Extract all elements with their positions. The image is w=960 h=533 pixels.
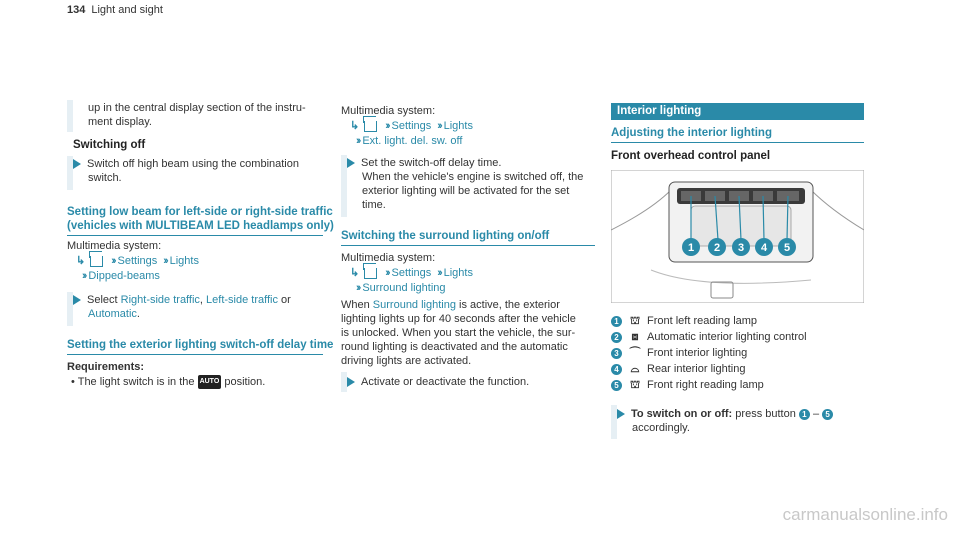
chevron-icon: ››: [385, 120, 389, 132]
auto-badge: AUTO: [198, 375, 222, 389]
delay-step: Set the switch-off delay time. When the vehicle's engine is switched off, the exterior lighting will be activated for the set time.: [347, 156, 583, 212]
legend-item-3: 3 ⌒ Front interior lighting: [611, 346, 747, 360]
multimedia-label: Multimedia system:: [67, 240, 162, 252]
legend-item-1: 1 ⛫ Front left reading lamp: [611, 314, 757, 328]
reading-lamp-left-icon: ⛫: [629, 315, 641, 327]
step-arrow-icon: [73, 295, 81, 305]
intro-text: up in the central display section of the instru- ment display.: [88, 102, 306, 128]
path-start-icon: ↳: [350, 267, 360, 279]
callout-3: 3: [737, 242, 745, 254]
switch-off-step: Switch off high beam using the combination switch.: [73, 157, 299, 185]
heading-rule: [67, 354, 323, 355]
page-number: 134: [67, 4, 86, 16]
step-arrow-icon: [617, 409, 625, 419]
path-start-icon: ↳: [76, 255, 86, 267]
rear-interior-icon: ⌓: [630, 363, 640, 375]
path-start-icon: ↳: [350, 120, 360, 132]
step-arrow-icon: [73, 159, 81, 169]
auto-interior-icon: ⧈: [631, 331, 639, 343]
heading-rule: [67, 235, 323, 236]
surround-description: When Surround lighting is active, the exterior lighting lights up for 40 seconds after the vehicle is unlocked. When you start the vehicle, the sur- round lighting is deactivated and the automatic driving lights are activated.: [341, 299, 576, 367]
overhead-panel-illustration: [611, 170, 864, 303]
heading-rule: [611, 142, 864, 143]
requirement-item: • The light switch is in the AUTO position.: [71, 376, 266, 388]
home-icon: [364, 121, 377, 132]
menu-path: ↳ ›› Settings ›› Lights ›› Dipped-beams: [76, 255, 199, 282]
exterior-delay-heading: Setting the exterior lighting switch-off delay time: [67, 339, 334, 351]
home-icon: [90, 256, 103, 267]
callout-2: 2: [713, 242, 721, 254]
chevron-icon: ››: [111, 255, 115, 267]
legend-item-2: 2 ⧈ Automatic interior lighting control: [611, 330, 807, 344]
adjust-interior-heading: Adjusting the interior lighting: [611, 127, 772, 139]
legend-item-5: 5 ⛫ Front right reading lamp: [611, 378, 764, 392]
switching-off-heading: Switching off: [73, 139, 146, 151]
chevron-icon: ››: [356, 282, 360, 294]
watermark: carmanualsonline.info: [782, 505, 948, 524]
step-arrow-icon: [347, 158, 355, 168]
panel-heading: Front overhead control panel: [611, 150, 771, 162]
switch-step: To switch on or off: press button 1 – 5 accordingly.: [617, 407, 833, 435]
surround-step: Activate or deactivate the function.: [347, 375, 529, 389]
interior-lighting-banner: Interior lighting: [611, 103, 864, 120]
margin-bar: [67, 100, 73, 132]
low-beam-heading: Setting low beam for left-side or right-side traffic (vehicles with MULTIBEAM LED headlamps only): [67, 206, 334, 232]
legend-item-4: 4 ⌓ Rear interior lighting: [611, 362, 745, 376]
front-interior-icon: ⌒: [629, 347, 641, 359]
chevron-icon: ››: [385, 267, 389, 279]
multimedia-label: Multimedia system:: [341, 105, 436, 117]
chevron-icon: ››: [437, 267, 441, 279]
chapter-title: Light and sight: [91, 4, 163, 16]
callout-1: 1: [687, 242, 695, 254]
menu-path: ↳ ›› Settings ›› Lights ›› Ext. light. del. sw. off: [350, 120, 473, 147]
multimedia-label: Multimedia system:: [341, 252, 436, 264]
home-icon: [364, 268, 377, 279]
heading-rule: [341, 245, 595, 246]
chevron-icon: ››: [82, 270, 86, 282]
chevron-icon: ››: [163, 255, 167, 267]
callout-4: 4: [760, 242, 768, 254]
requirements-label: Requirements:: [67, 361, 145, 373]
step-arrow-icon: [347, 377, 355, 387]
surround-heading: Switching the surround lighting on/off: [341, 230, 550, 242]
menu-path: ↳ ›› Settings ›› Lights ›› Surround lighting: [350, 267, 473, 294]
chevron-icon: ››: [356, 135, 360, 147]
select-traffic-step: Select Right-side traffic, Left-side traffic or Automatic.: [73, 293, 291, 321]
page-header: [67, 4, 163, 16]
chevron-icon: ››: [437, 120, 441, 132]
callout-5: 5: [783, 242, 791, 254]
reading-lamp-right-icon: ⛫: [629, 379, 641, 391]
